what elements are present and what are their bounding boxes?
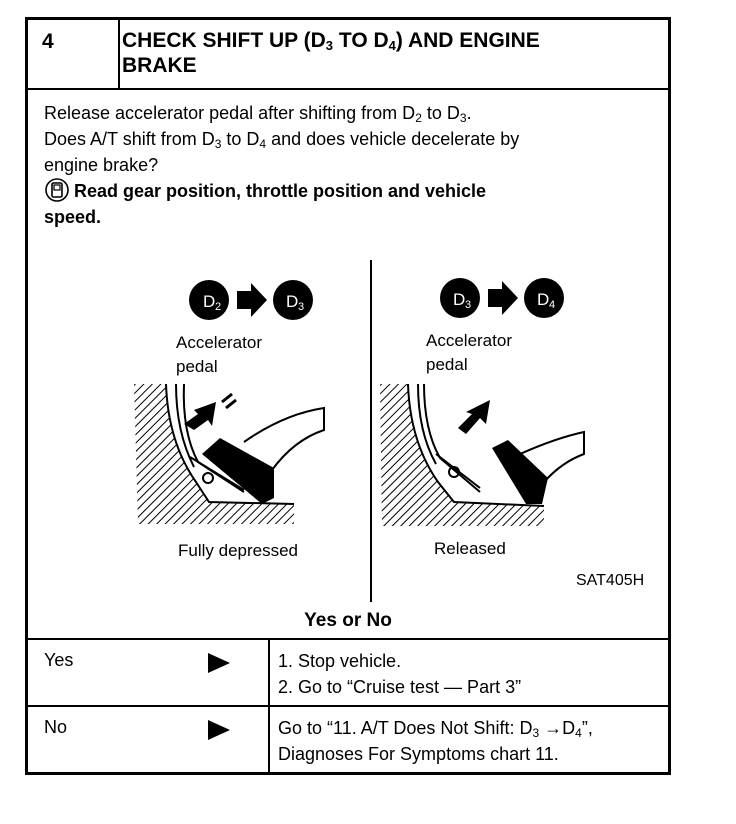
svg-text:4: 4	[549, 299, 556, 311]
svg-text:2: 2	[215, 301, 222, 313]
instruction-line-3: engine brake?	[44, 155, 159, 175]
pedal-illustration	[124, 242, 664, 602]
diagnostic-step-box	[25, 17, 671, 775]
right-triangle-icon	[208, 720, 230, 740]
left-from-gear-icon	[189, 280, 229, 320]
left-pedal-label-2: pedal	[176, 357, 218, 376]
answer-table	[28, 638, 668, 775]
left-caption: Fully depressed	[178, 541, 299, 560]
right-caption: Released	[434, 539, 506, 558]
svg-text:D: D	[286, 292, 299, 311]
right-arrow-icon	[488, 281, 518, 315]
figure-code: SAT405H	[576, 572, 645, 589]
answer-yes-action: 1. Stop vehicle. 2. Go to “Cruise test — Part 3”	[278, 651, 522, 697]
right-pedal-label-1: Accelerator	[426, 331, 512, 350]
step-number: 4	[42, 30, 54, 53]
instruction-line-2: Does A/T shift from $D_3$ to $D_4$ and does vehicle decelerate by	[44, 129, 520, 151]
left-to-gear-icon	[273, 280, 313, 320]
right-pedal-drawing	[380, 384, 584, 526]
step-number-cell	[28, 20, 120, 88]
instruction-line-1: Release accelerator pedal after shifting from $D_2$ to $D_3$.	[44, 103, 472, 125]
consult-monitor-icon	[44, 178, 70, 202]
svg-text:D: D	[453, 290, 466, 309]
svg-text:3: 3	[298, 301, 305, 313]
question-heading: Yes or No	[304, 610, 392, 631]
instruction-bold-1: Read gear position, throttle position and vehicle	[44, 178, 664, 204]
left-pedal-drawing	[134, 384, 324, 524]
table-row-yes[interactable]	[28, 640, 668, 707]
svg-text:D: D	[203, 292, 216, 311]
step-instructions	[44, 100, 664, 230]
answer-yes-label: Yes	[44, 650, 74, 670]
right-to-gear-icon	[524, 278, 564, 318]
svg-text:3: 3	[465, 299, 472, 311]
step-header	[28, 20, 668, 90]
left-pedal-label-1: Accelerator	[176, 333, 262, 352]
answer-no-action: Go to “11. A/T Does Not Shift: $D_3 \to D_4$”, Diagnoses For Symptoms chart 11.	[278, 718, 593, 764]
right-triangle-icon	[208, 653, 230, 673]
right-from-gear-icon	[440, 278, 480, 318]
step-title: CHECK SHIFT UP ($D_3$ TO $D_4$) AND ENGINE BRAKE	[122, 29, 540, 77]
answer-no-label: No	[44, 717, 68, 737]
right-pedal-label-2: pedal	[426, 355, 468, 374]
instruction-bold-2: speed.	[44, 207, 102, 227]
svg-text:D: D	[537, 290, 550, 309]
left-arrow-icon	[237, 283, 267, 317]
table-row-no[interactable]	[28, 707, 668, 775]
